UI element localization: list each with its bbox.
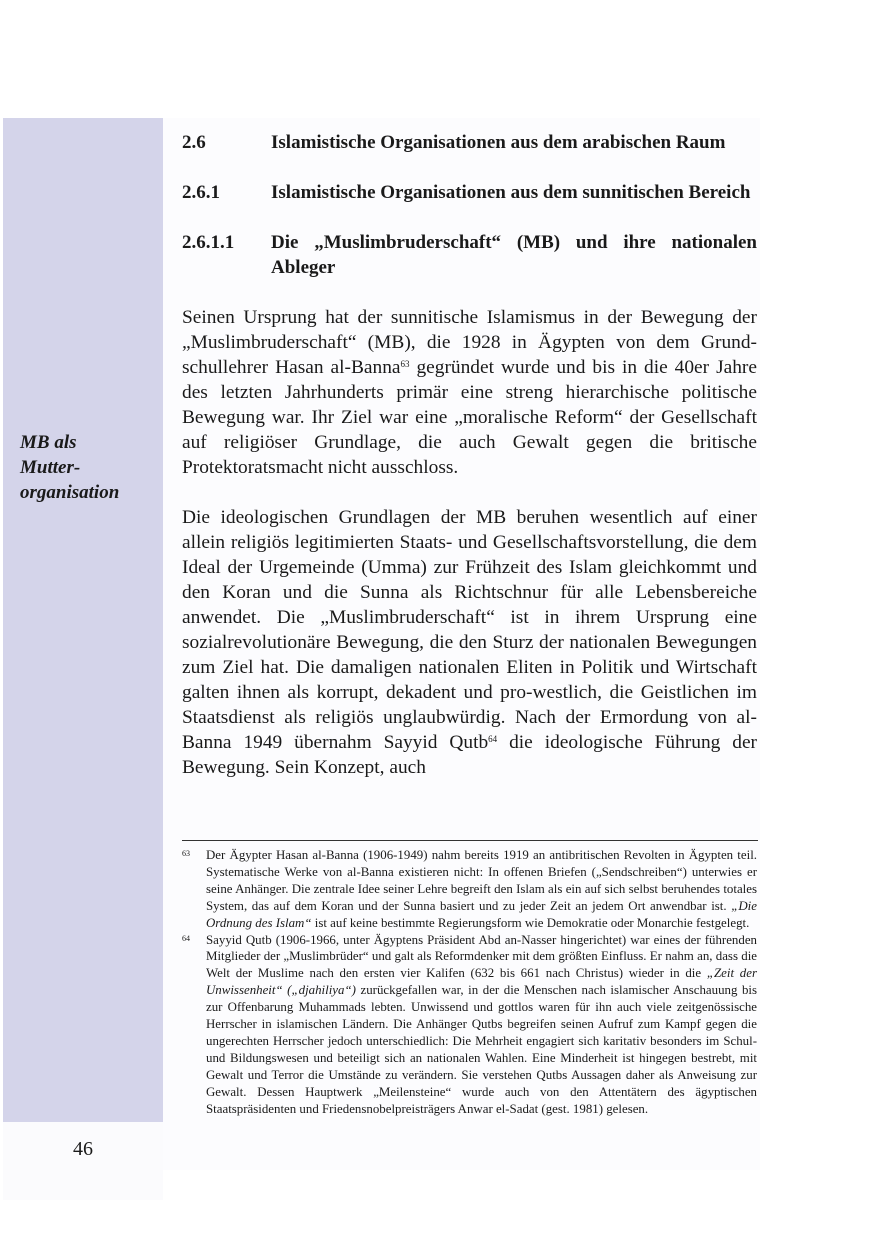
footnote-text-part: Der Ägypter Hasan al-Banna (1906-1949) nahm bereits 1919 an antibritischen Revolten in Ägypten teil. Systematische Werke von al-Banna existieren nicht: In offenen Briefen („Sendschreiben“) unterwies er seine Anhänger. Die zentrale Idee seiner Lehre begreift den Islam als ein auf sich selbst beruhendes totales System, das auf dem Koran und der Sunna basiert und zu jeder Zeit an jedem Ort anwendbar ist. [206, 848, 757, 913]
page-number: 46 [73, 1138, 93, 1160]
paragraph-text: die ideologische Führung der Bewegung. Sein Konzept, auch [182, 732, 758, 778]
footnote-number: 63 [182, 849, 190, 858]
body-paragraph [182, 505, 757, 780]
footnote-number: 64 [182, 933, 190, 943]
footnote-text-part: Sayyid Qutb (1906-1966, unter Ägyptens Präsident Abd an-Nasser hingerichtet) war eines der führenden Mitglieder der „Muslimbrüder“ und galt als Reformdenker mit dem größten Einfluss. Er nahm an, dass die Welt der Muslime nach den ersten vier Kalifen (632 bis 661 nach Christus) wieder in die [206, 932, 757, 981]
subsubsection-heading [182, 230, 757, 280]
paragraph-text: gegründet wurde und bis in die 40er Jahre des letzten Jahrhunderts primär eine streng hierarchische politische Bewegung war. Ihr Ziel war eine „moralische Reform“ der Gesellschaft auf religiöser Grundlage, die auch Gewalt gegen die britische Protektoratsmacht nicht ausschloss. [182, 357, 757, 478]
footnotes [182, 847, 757, 1118]
section-title: Islamistische Organisationen aus dem arabischen Raum [271, 132, 726, 153]
footnote-italic-term: „Die Ordnung des Islam“ [206, 898, 757, 930]
section-heading [182, 130, 757, 155]
main-content [182, 130, 757, 780]
sidebar-band [3, 118, 163, 1122]
margin-note-line: Mutter- [20, 457, 81, 478]
footnote-italic-term: „Zeit der Unwissenheit“ („djahiliya“) [206, 966, 757, 998]
sidebar-footer-area [3, 1122, 163, 1200]
footnote [182, 847, 757, 932]
paragraph-text: Seinen Ursprung hat der sunnitische Islamismus in der Bewegung der „Muslimbruderschaft“ (MB), die 1928 in Ägypten von dem Grundschullehrer Hasan al-Banna [182, 307, 757, 378]
section-number: 2.6 [182, 132, 206, 153]
margin-note-line: MB als [20, 432, 77, 453]
section-title: Die „Muslimbruderschaft“ (MB) und ihre nationalen Ableger [271, 232, 757, 278]
body-paragraph [182, 305, 757, 480]
footnote-reference[interactable]: 63 [400, 359, 410, 369]
footnote [182, 932, 757, 1118]
footnote-text-part: zurückgefallen war, in der die Menschen nach islamischer Anschauung bis zur Offenbarung Muhammads lebten. Unwissend und gottlos waren für ihn auch viele zeitgenössische Herrscher in islamischen Ländern. Die Anhänger Qutbs begreifen seinen Aufruf zum Kampf gegen die ungerechten Herrscher jedoch unterschiedlich: Die Mehrheit engagiert sich karitativ besonders im Schul- und Bildungswesen und beteiligt sich an nationalen Wahlen. Eine Minderheit ist hingegen bestrebt, mit Gewalt und Terror die Umstände zu verändern. Sie verstehen Qutbs Aussagen daher als Anweisung zur Gewalt. Dessen Hauptwerk „Meilensteine“ wurde auch von den Attentätern des ägyptischen Staatspräsidenten und Friedensnobelpreisträgers Anwar el-Sadat (gest. 1981) gelesen. [206, 983, 757, 1116]
section-number: 2.6.1 [182, 182, 220, 203]
footnote-text [206, 847, 757, 932]
footnote-reference[interactable]: 64 [488, 734, 498, 744]
footnote-text-part: ist auf keine bestimmte Regierungsform wie Demokratie oder Monarchie festgelegt. [311, 915, 750, 930]
section-number: 2.6.1.1 [182, 232, 235, 253]
footnote-text [206, 932, 757, 1118]
section-title: Islamistische Organisationen aus dem sunnitischen Bereich [271, 182, 751, 203]
footnote-divider [182, 840, 758, 841]
subsection-heading [182, 180, 757, 205]
margin-note-line: organisation [20, 482, 120, 503]
paragraph-text: Die ideologischen Grundlagen der MB beruhen wesentlich auf einer allein religiös legitimierten Staats- und Gesellschaftsvorstellung, die dem Ideal der Urgemeinde (Umma) zur Frühzeit des Islam gleichkommt und den Koran und die Sunna als Richtschnur für alle Lebensbereiche anwendet. Die „Muslimbruderschaft“ ist in ihrem Ursprung eine sozialrevolutionäre Bewegung, die den Sturz der nationalen Bewegungen zum Ziel hat. Die damaligen nationalen Eliten in Politik und Wirtschaft galten ihnen als korrupt, dekadent und pro-westlich, die Geistlichen im Staatsdienst als religiös unglaubwürdig. Nach der Ermordung von al-Banna 1949 übernahm Sayyid Qutb [182, 507, 757, 753]
margin-note [20, 430, 155, 505]
